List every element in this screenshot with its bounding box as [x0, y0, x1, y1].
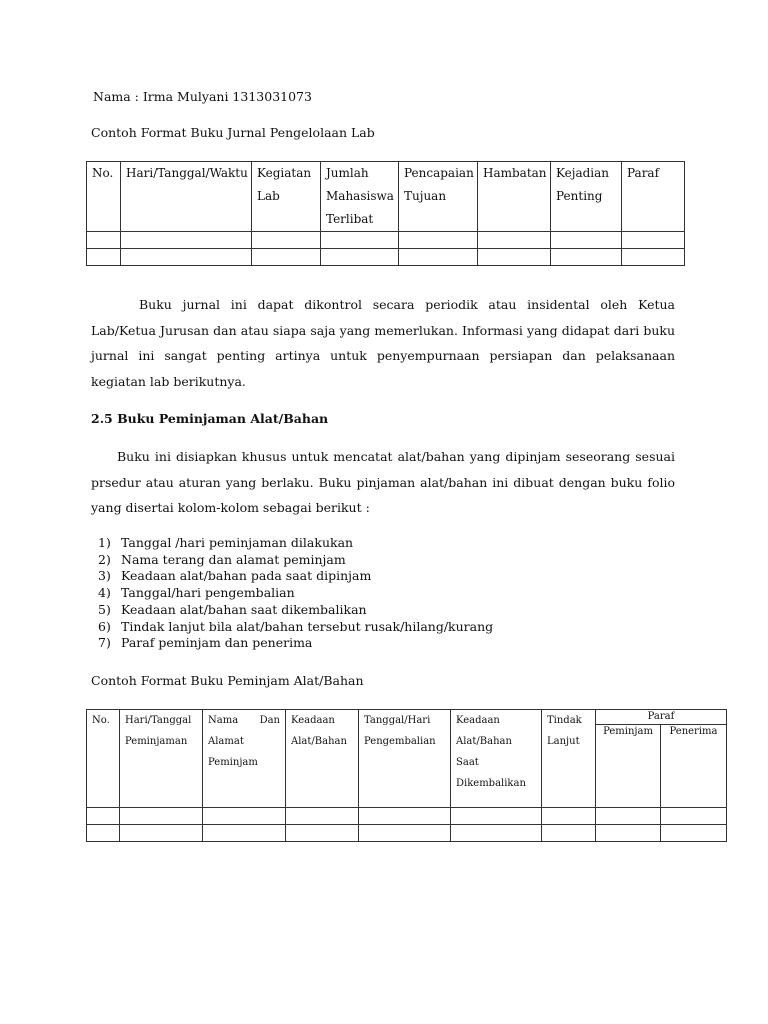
table-jurnal [86, 161, 685, 266]
list-item: 5) Keadaan alat/bahan saat dikembalikan [98, 601, 367, 617]
section-heading: 2.5 Buku Peminjaman Alat/Bahan [91, 411, 329, 426]
table-jurnal-header-cell: Kejadian Penting [551, 162, 622, 232]
list-item: 1) Tanggal /hari peminjaman dilakukan [98, 535, 354, 550]
table-peminjam-header-cell: Nama Dan Alamat Peminjam [203, 710, 286, 808]
paragraph-peminjaman: Buku ini disiapkan khusus untuk mencatat alat/bahan yang dipinjam seseorang sesuai prsedur atau aturan yang berlaku. Buku pinjaman alat/bahan ini dibuat dengan buku folio yang disertai kolom-kolom sebagai berikut : [91, 449, 675, 515]
table-jurnal-header-cell: Kegiatan Lab [252, 162, 321, 232]
column-list [98, 535, 493, 652]
table-jurnal-header-cell: No. [87, 162, 121, 232]
list-item: 3) Keadaan alat/bahan pada saat dipinjam [98, 568, 372, 584]
table-peminjam-paraf-penerima: Penerima [661, 725, 727, 808]
table-peminjam-header-row [87, 710, 727, 725]
table-jurnal-header-cell: Jumlah Mahasiswa Terlibat [321, 162, 399, 232]
list-item: 4) Tanggal/hari pengembalian [98, 585, 295, 601]
table-row [87, 249, 685, 266]
table-jurnal-header-cell: Paraf [622, 162, 685, 232]
table-peminjam [86, 709, 727, 842]
name-line: Nama : Irma Mulyani 1313031073 [93, 89, 312, 104]
caption-jurnal: Contoh Format Buku Jurnal Pengelolaan Lab [91, 125, 375, 140]
table-peminjam-header-cell: Keadaan Alat/Bahan [286, 710, 359, 808]
table-peminjam-header-cell: Tanggal/Hari Pengembalian [359, 710, 451, 808]
table-jurnal-header-cell: Hari/Tanggal/Waktu [121, 162, 252, 232]
paragraph-jurnal: Buku jurnal ini dapat dikontrol secara periodik atau insidental oleh Ketua Lab/Ketua Jurusan dan atau siapa saja yang memerlukan. Informasi yang didapat dari buku jurnal ini sangat penting artinya untuk penyempurnaan persiapan dan pelaksanaan kegiatan lab berikutnya. [91, 297, 675, 389]
table-row [87, 825, 727, 842]
list-item: 2) Nama terang dan alamat peminjam [98, 551, 346, 567]
table-jurnal-header-row [87, 162, 685, 232]
table-jurnal-header-cell: Hambatan [478, 162, 551, 232]
table-row [87, 232, 685, 249]
table-peminjam-paraf-peminjam: Peminjam [596, 725, 661, 808]
table-peminjam-header-cell: Tindak Lanjut [542, 710, 596, 808]
table-row [87, 808, 727, 825]
list-item: 6) Tindak lanjut bila alat/bahan tersebut rusak/hilang/kurang [98, 618, 494, 634]
table-peminjam-paraf-header: Paraf [596, 710, 727, 725]
list-item: 7) Paraf peminjam dan penerima [98, 635, 313, 651]
table-jurnal-header-cell: Pencapaian Tujuan [399, 162, 478, 232]
table-peminjam-header-cell: No. [87, 710, 120, 808]
table-peminjam-header-cell: Keadaan Alat/Bahan Saat Dikembalikan [451, 710, 542, 808]
table-peminjam-header-cell: Hari/Tanggal Peminjaman [120, 710, 203, 808]
caption-peminjam: Contoh Format Buku Peminjam Alat/Bahan [91, 673, 364, 688]
